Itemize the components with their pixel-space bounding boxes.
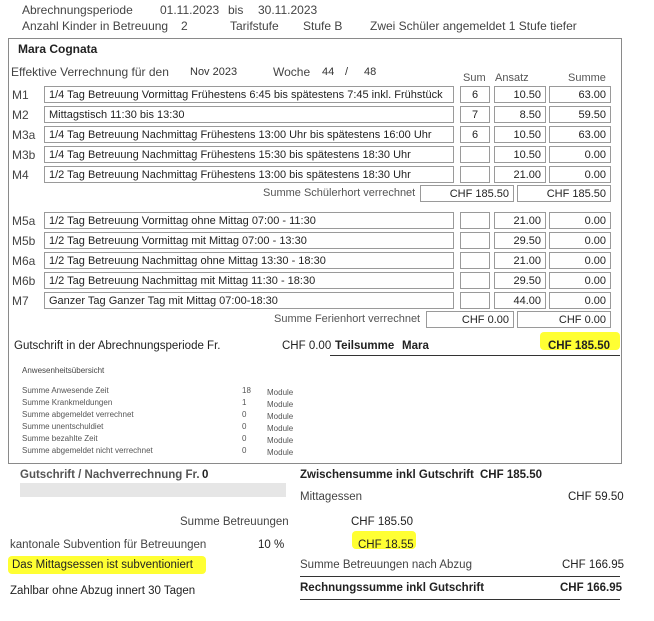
row-rate: 10.50 [494, 126, 546, 143]
attendance-label: Summe Anwesende Zeit [22, 386, 109, 395]
row-total: 0.00 [549, 252, 611, 269]
row-code: M3a [12, 128, 36, 142]
nachverrechnung-input-bar [20, 483, 286, 497]
effective-label: Effektive Verrechnung für den [11, 65, 169, 79]
attendance-unit: Module [267, 400, 294, 409]
row-description: 1/4 Tag Betreuung Vormittag Frühestens 6:45 bis spätestens 7:45 inkl. Frühstück [44, 86, 454, 103]
hort-sum-total: CHF 185.50 [517, 185, 611, 202]
period-to: 30.11.2023 [258, 3, 318, 17]
child-name: Mara Cognata [18, 42, 98, 56]
row-total: 0.00 [549, 272, 611, 289]
nachverrechnung-label: Gutschrift / Nachverrechnung Fr. [20, 469, 200, 481]
row-total: 59.50 [549, 106, 611, 123]
attendance-value: 0 [242, 446, 247, 455]
row-description: 1/4 Tag Betreuung Nachmittag Frühestens 15:30 bis spätestens 18:30 Uhr [44, 146, 454, 163]
row-code: M7 [12, 294, 29, 308]
mittag-note: Das Mittagsessen ist subventioniert [12, 559, 193, 571]
ferien-sum-value: CHF 0.00 [426, 311, 514, 328]
gutschrift-value: CHF 0.00 [282, 340, 332, 352]
period-label: Abrechnungsperiode [22, 3, 133, 17]
row-code: M1 [12, 88, 29, 102]
week-sep: / [345, 66, 349, 78]
children-label: Anzahl Kinder in Betreuung [22, 19, 169, 33]
attendance-label: Summe abgemeldet nicht verrechnet [22, 446, 153, 455]
hort-sum-value: CHF 185.50 [420, 185, 514, 202]
attendance-unit: Module [267, 388, 294, 397]
row-code: M6a [12, 254, 36, 268]
row-total: 0.00 [549, 146, 611, 163]
row-quantity [460, 272, 490, 289]
week-label: Woche [273, 65, 311, 79]
attendance-unit: Module [267, 412, 294, 421]
row-total: 0.00 [549, 232, 611, 249]
row-description: 1/2 Tag Betreuung Nachmittag mit Mittag 11:30 - 18:30 [44, 272, 454, 289]
row-code: M6b [12, 274, 36, 288]
attendance-unit: Module [267, 448, 294, 457]
row-description: 1/2 Tag Betreuung Vormittag mit Mittag 07:00 - 13:30 [44, 232, 454, 249]
row-rate: 10.50 [494, 146, 546, 163]
attendance-label: Summe Krankmeldungen [22, 398, 113, 407]
attendance-unit: Module [267, 436, 294, 445]
teilsumme-name: Mara [402, 340, 429, 352]
row-description: 1/2 Tag Betreuung Nachmittag Frühestens 13:00 bis spätestens 18:30 Uhr [44, 166, 454, 183]
teilsumme-label: Teilsumme [335, 340, 395, 352]
attendance-label: Summe bezahlte Zeit [22, 434, 98, 443]
week-to: 48 [364, 66, 377, 78]
hort-sum-label: Summe Schülerhort verrechnet [263, 187, 416, 199]
row-code: M2 [12, 108, 29, 122]
attendance-unit: Module [267, 424, 294, 433]
subvention-value: CHF 18.55 [358, 539, 414, 551]
billing-month: Nov 2023 [190, 66, 238, 78]
week-from: 44 [322, 66, 335, 78]
ferien-sum-label: Summe Ferienhort verrechnet [274, 313, 421, 325]
attendance-label: Summe unentschuldiet [22, 422, 104, 431]
attendance-title: Anwesenheitsübersicht [22, 366, 105, 375]
gutschrift-label: Gutschrift in der Abrechnungsperiode Fr. [14, 340, 221, 352]
attendance-value: 0 [242, 434, 247, 443]
rechnung-underline [300, 599, 620, 600]
attendance-value: 0 [242, 410, 247, 419]
ferien-sum-total: CHF 0.00 [517, 311, 611, 328]
attendance-value: 18 [242, 386, 251, 395]
row-quantity [460, 252, 490, 269]
mittagessen-value: CHF 59.50 [568, 491, 624, 503]
row-description: 1/2 Tag Betreuung Nachmittag ohne Mittag 13:30 - 18:30 [44, 252, 454, 269]
nachverrechnung-value: 0 [202, 469, 209, 481]
col-sum-header: Sum [463, 72, 486, 84]
period-bis: bis [228, 3, 244, 17]
nach-abzug-label: Summe Betreuungen nach Abzug [300, 559, 472, 571]
row-total: 63.00 [549, 126, 611, 143]
zwischensumme-label: Zwischensumme inkl Gutschrift [300, 469, 474, 481]
attendance-value: 1 [242, 398, 247, 407]
row-rate: 21.00 [494, 212, 546, 229]
row-description: 1/2 Tag Betreuung Vormittag ohne Mittag 07:00 - 11:30 [44, 212, 454, 229]
rechnung-value: CHF 166.95 [560, 582, 623, 594]
mittagessen-label: Mittagessen [300, 491, 363, 503]
teilsumme-value: CHF 185.50 [548, 340, 611, 352]
subvention-percent: 10 % [258, 539, 285, 551]
row-quantity: 6 [460, 86, 490, 103]
children-count: 2 [181, 19, 188, 33]
row-code: M4 [12, 168, 29, 182]
row-code: M5b [12, 234, 36, 248]
tarif-note: Zwei Schüler angemeldet 1 Stufe tiefer [370, 19, 577, 33]
row-rate: 29.50 [494, 272, 546, 289]
nach-abzug-value: CHF 166.95 [562, 559, 625, 571]
summe-betreuungen-value: CHF 185.50 [351, 516, 414, 528]
zahlbar-label: Zahlbar ohne Abzug innert 30 Tagen [10, 585, 196, 597]
row-code: M5a [12, 214, 36, 228]
col-ansatz-header: Ansatz [495, 72, 529, 84]
row-rate: 21.00 [494, 252, 546, 269]
row-quantity: 6 [460, 126, 490, 143]
row-description: Ganzer Tag Ganzer Tag mit Mittag 07:00-18:30 [44, 292, 454, 309]
row-rate: 8.50 [494, 106, 546, 123]
attendance-label: Summe abgemeldet verrechnet [22, 410, 134, 419]
teilsumme-underline [330, 355, 620, 356]
zwischensumme-value: CHF 185.50 [480, 469, 543, 481]
row-total: 63.00 [549, 86, 611, 103]
row-quantity [460, 232, 490, 249]
row-code: M3b [12, 148, 36, 162]
row-quantity [460, 212, 490, 229]
row-total: 0.00 [549, 292, 611, 309]
tarif-label: Tarifstufe [230, 19, 279, 33]
row-total: 0.00 [549, 212, 611, 229]
row-rate: 10.50 [494, 86, 546, 103]
row-quantity [460, 146, 490, 163]
rechnung-label: Rechnungssumme inkl Gutschrift [300, 582, 485, 594]
row-description: Mittagstisch 11:30 bis 13:30 [44, 106, 454, 123]
attendance-value: 0 [242, 422, 247, 431]
row-rate: 21.00 [494, 166, 546, 183]
row-quantity: 7 [460, 106, 490, 123]
row-total: 0.00 [549, 166, 611, 183]
rechnung-topline [300, 576, 620, 577]
tarif-value: Stufe B [303, 19, 343, 33]
row-quantity [460, 292, 490, 309]
row-rate: 44.00 [494, 292, 546, 309]
period-from: 01.11.2023 [160, 3, 220, 17]
row-quantity [460, 166, 490, 183]
col-summe-header: Summe [568, 72, 606, 84]
row-description: 1/4 Tag Betreuung Nachmittag Frühestens 13:00 Uhr bis spätestens 16:00 Uhr [44, 126, 454, 143]
summe-betreuungen-label: Summe Betreuungen [180, 516, 289, 528]
subvention-label: kantonale Subvention für Betreuungen [10, 539, 207, 551]
row-rate: 29.50 [494, 232, 546, 249]
